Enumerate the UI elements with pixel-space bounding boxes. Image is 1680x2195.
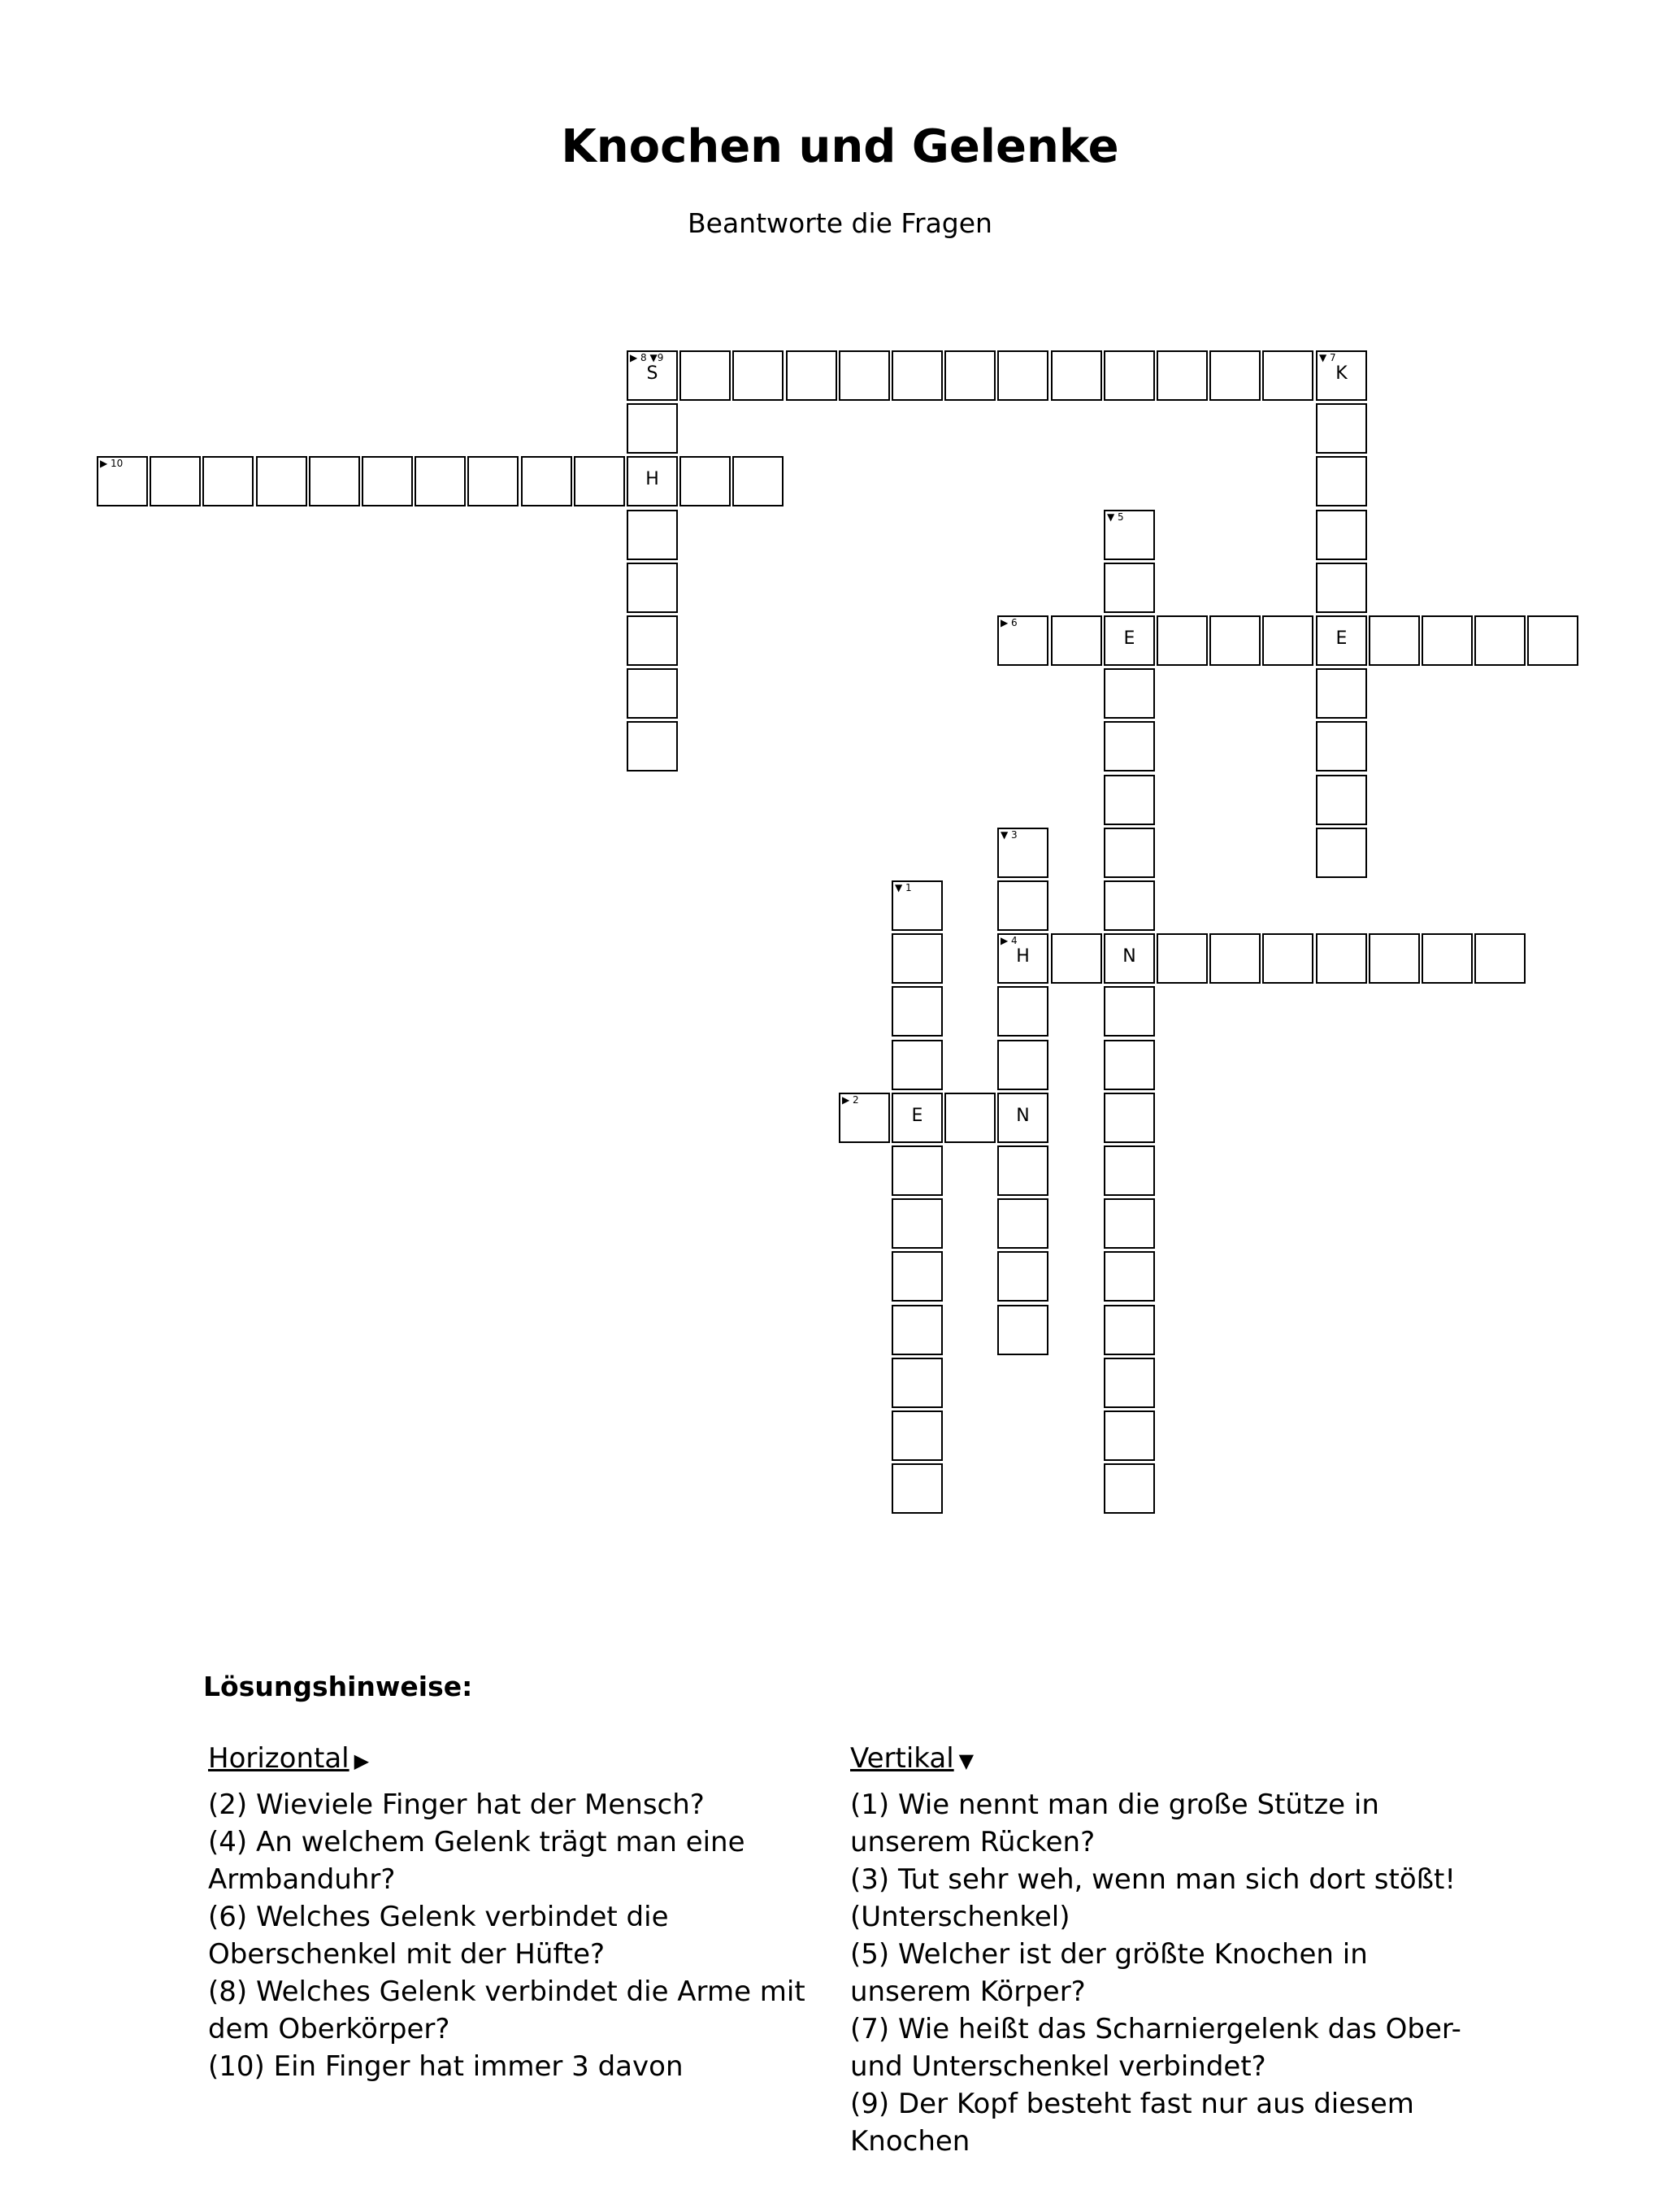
crossword-cell[interactable] [786, 350, 837, 401]
crossword-cell[interactable] [1051, 933, 1102, 984]
crossword-cell[interactable] [627, 403, 678, 454]
crossword-cell[interactable] [1157, 933, 1208, 984]
crossword-cell[interactable] [997, 1093, 1048, 1143]
clue-number: ▶ 4 [1001, 935, 1018, 946]
crossword-cell[interactable] [997, 1198, 1048, 1249]
crossword-cell[interactable] [1316, 403, 1367, 454]
cell-letter: K [1335, 363, 1348, 384]
crossword-cell[interactable] [1104, 563, 1155, 613]
crossword-cell[interactable] [1422, 933, 1473, 984]
crossword-cell[interactable] [892, 1251, 943, 1302]
crossword-cell[interactable] [1104, 615, 1155, 666]
crossword-cell[interactable] [1316, 933, 1367, 984]
crossword-cell[interactable] [1262, 933, 1313, 984]
clue-horizontal-10: (10) Ein Finger hat immer 3 davon [208, 2050, 684, 2083]
crossword-cell[interactable] [997, 350, 1048, 401]
crossword-cell[interactable] [944, 1093, 996, 1143]
cell-letter: S [646, 363, 658, 384]
clue-vertical-5: (5) Welcher ist der größte Knochen in unserem Körper? [850, 1938, 1368, 2008]
crossword-cell[interactable] [1369, 615, 1420, 666]
crossword-cell[interactable] [997, 615, 1048, 666]
crossword-cell[interactable] [415, 456, 466, 506]
crossword-cell[interactable] [679, 456, 731, 506]
crossword-cell[interactable] [892, 1198, 943, 1249]
horizontal-heading [208, 1740, 826, 1780]
cell-letter: E [911, 1106, 923, 1126]
clue-number: ▶ 10 [100, 458, 124, 469]
crossword-cell[interactable] [997, 1251, 1048, 1302]
crossword-cell[interactable] [892, 1040, 943, 1090]
hints-heading: Lösungshinweise: [203, 1671, 473, 1702]
crossword-cell[interactable] [521, 456, 572, 506]
crossword-cell[interactable] [1474, 933, 1526, 984]
crossword-cell[interactable] [892, 1145, 943, 1196]
cell-letter: H [1016, 946, 1030, 967]
crossword-cell[interactable] [627, 668, 678, 719]
cell-letter: E [1335, 628, 1348, 649]
clue-number: ▶ 2 [842, 1094, 859, 1106]
crossword-cell[interactable] [1104, 721, 1155, 772]
page-title: Knochen und Gelenke [561, 120, 1119, 173]
vertical-clues [850, 1740, 1468, 2160]
crossword-cell[interactable] [1104, 880, 1155, 931]
crossword-cell[interactable] [1104, 933, 1155, 984]
clue-horizontal-2: (2) Wieviele Finger hat der Mensch? [208, 1789, 705, 1821]
crossword-cell[interactable] [1527, 615, 1578, 666]
clue-vertical-1: (1) Wie nennt man die große Stütze in unserem Rücken? [850, 1789, 1379, 1858]
cell-letter: N [1122, 946, 1136, 967]
crossword-cell[interactable] [202, 456, 254, 506]
crossword-cell[interactable] [1104, 1463, 1155, 1514]
vertical-label: Vertikal [850, 1742, 954, 1775]
crossword-cell[interactable] [892, 1463, 943, 1514]
crossword-cell[interactable] [1316, 721, 1367, 772]
crossword-cell[interactable] [997, 1145, 1048, 1196]
clue-horizontal-4: (4) An welchem Gelenk trägt man eine Armbanduhr? [208, 1826, 745, 1896]
crossword-cell[interactable] [892, 933, 943, 984]
horizontal-clues [208, 1740, 826, 2085]
crossword-cell[interactable] [1316, 615, 1367, 666]
clue-number: ▶ 8 ▼9 [630, 352, 664, 363]
horizontal-label: Horizontal [208, 1742, 349, 1775]
cell-letter: H [645, 469, 659, 489]
clue-number: ▼ 7 [1319, 352, 1336, 363]
crossword-cell[interactable] [1104, 1410, 1155, 1461]
crossword-cell[interactable] [892, 986, 943, 1037]
crossword-cell[interactable] [1422, 615, 1473, 666]
crossword-cell[interactable] [1316, 775, 1367, 825]
crossword-cell[interactable] [997, 1305, 1048, 1355]
crossword-cell[interactable] [1104, 1145, 1155, 1196]
crossword-cell[interactable] [1104, 1251, 1155, 1302]
crossword-cell[interactable] [309, 456, 360, 506]
crossword-cell[interactable] [1157, 615, 1208, 666]
crossword-cell[interactable] [1104, 828, 1155, 878]
crossword-cell[interactable] [1104, 668, 1155, 719]
clue-horizontal-6: (6) Welches Gelenk verbindet die Oberschenkel mit der Hüfte? [208, 1901, 669, 1971]
crossword-cell[interactable] [892, 1410, 943, 1461]
crossword-cell[interactable] [1104, 1305, 1155, 1355]
crossword-cell[interactable] [574, 456, 625, 506]
crossword-cell[interactable] [997, 986, 1048, 1037]
crossword-cell[interactable] [892, 350, 943, 401]
crossword-cell[interactable] [1316, 668, 1367, 719]
clue-number: ▶ 6 [1001, 617, 1018, 628]
crossword-cell[interactable] [1316, 510, 1367, 560]
crossword-cell[interactable] [1316, 828, 1367, 878]
crossword-cell[interactable] [1104, 1040, 1155, 1090]
crossword-cell[interactable] [1051, 615, 1102, 666]
crossword-cell[interactable] [1209, 615, 1261, 666]
clue-vertical-3: (3) Tut sehr weh, wenn man sich dort stößt! (Unterschenkel) [850, 1863, 1456, 1933]
crossword-cell[interactable] [1104, 1093, 1155, 1143]
crossword-cell[interactable] [892, 880, 943, 931]
crossword-cell[interactable] [1262, 350, 1313, 401]
clue-number: ▼ 5 [1107, 511, 1124, 523]
cell-letter: N [1016, 1106, 1030, 1126]
crossword-cell[interactable] [892, 1093, 943, 1143]
crossword-cell[interactable] [892, 1305, 943, 1355]
crossword-cell[interactable] [892, 1358, 943, 1408]
down-arrow-icon: ▼ [958, 1749, 975, 1772]
crossword-cell[interactable] [627, 721, 678, 772]
crossword-cell[interactable] [1209, 933, 1261, 984]
page-subtitle: Beantworte die Fragen [688, 207, 992, 239]
crossword-cell[interactable] [150, 456, 201, 506]
crossword-cell[interactable] [1051, 350, 1102, 401]
clue-number: ▼ 1 [895, 882, 912, 893]
crossword-cell[interactable] [1104, 775, 1155, 825]
crossword-cell[interactable] [679, 350, 731, 401]
clue-vertical-9: (9) Der Kopf besteht fast nur aus diesem Knochen [850, 2088, 1414, 2158]
crossword-cell[interactable] [997, 880, 1048, 931]
crossword-cell[interactable] [732, 456, 784, 506]
clue-vertical-7: (7) Wie heißt das Scharniergelenk das Ober- und Unterschenkel verbindet? [850, 2013, 1461, 2083]
crossword-cell[interactable] [997, 933, 1048, 984]
crossword-cell[interactable] [256, 456, 307, 506]
crossword-cell[interactable] [1157, 350, 1208, 401]
crossword-cell[interactable] [1104, 350, 1155, 401]
crossword-cell[interactable] [627, 615, 678, 666]
crossword-cell[interactable] [1316, 350, 1367, 401]
crossword-cell[interactable] [467, 456, 519, 506]
crossword-cell[interactable] [1369, 933, 1420, 984]
crossword-cell[interactable] [627, 510, 678, 560]
clue-horizontal-8: (8) Welches Gelenk verbindet die Arme mit dem Oberkörper? [208, 1976, 805, 2045]
crossword-cell[interactable] [1104, 510, 1155, 560]
crossword-cell[interactable] [627, 350, 678, 401]
crossword-cell[interactable] [1209, 350, 1261, 401]
crossword-cell[interactable] [1474, 615, 1526, 666]
crossword-cell[interactable] [839, 1093, 890, 1143]
crossword-cell[interactable] [1104, 1358, 1155, 1408]
crossword-cell[interactable] [1104, 1198, 1155, 1249]
right-arrow-icon: ▶ [354, 1749, 370, 1772]
crossword-cell[interactable] [627, 456, 678, 506]
crossword-cell[interactable] [1262, 615, 1313, 666]
crossword-cell[interactable] [732, 350, 784, 401]
crossword-cell[interactable] [1316, 456, 1367, 506]
crossword-cell[interactable] [1104, 986, 1155, 1037]
cell-letter: E [1123, 628, 1135, 649]
crossword-cell[interactable] [627, 563, 678, 613]
crossword-cell[interactable] [1316, 563, 1367, 613]
crossword-cell[interactable] [839, 350, 890, 401]
crossword-cell[interactable] [997, 828, 1048, 878]
vertical-heading [850, 1740, 1468, 1780]
crossword-cell[interactable] [997, 1040, 1048, 1090]
crossword-cell[interactable] [944, 350, 996, 401]
crossword-cell[interactable] [362, 456, 413, 506]
crossword-cell[interactable] [97, 456, 148, 506]
clue-number: ▼ 3 [1001, 829, 1018, 841]
